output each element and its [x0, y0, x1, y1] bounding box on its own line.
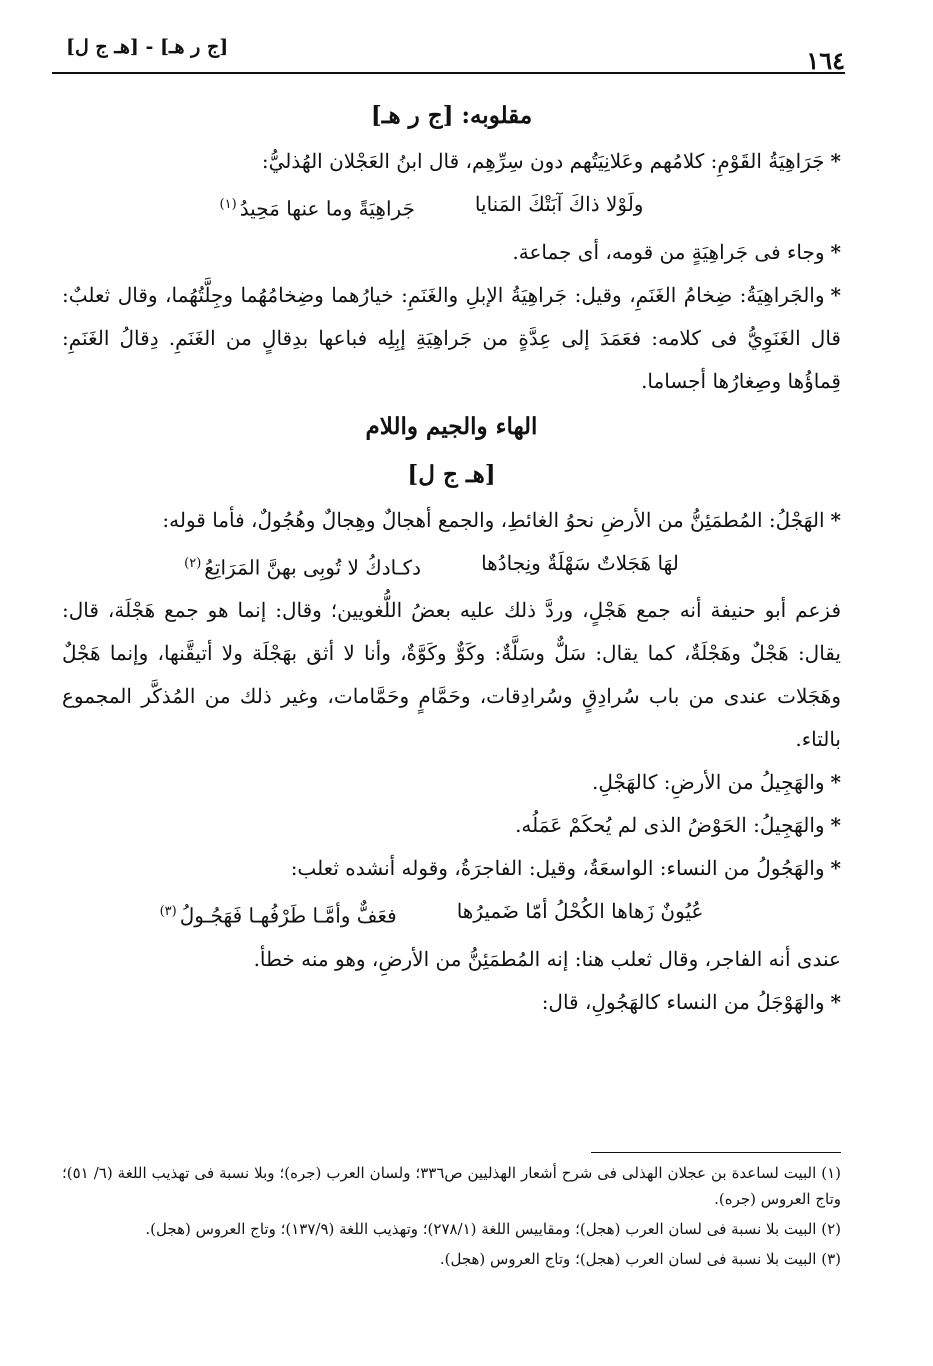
entry-hajl — [62, 499, 841, 542]
verse-second-hemistich — [160, 890, 397, 938]
entry-hajil-land — [62, 761, 841, 804]
body-text — [62, 92, 841, 1024]
chapter-heading: الهاء والجيم واللام — [365, 412, 538, 440]
entry-mark: * — [830, 507, 841, 532]
entry-jarahiya-group — [62, 231, 841, 274]
verse-first-hemistich: لهَا هَجَلاتٌ سَهْلَةٌ ونِجادُها — [481, 550, 679, 575]
entry-mark: * — [830, 856, 841, 881]
verse-1 — [62, 183, 841, 231]
verse-second-hemistich — [220, 183, 415, 231]
verse-hemistich-text: جَراهِيَةً وما عنها مَحِيدُ — [239, 196, 415, 221]
paragraph-abu-hanifa: فزعم أبو حنيفة أنه جمع هَجْلٍ، وردَّ ذلك عليه بعضُ اللُّغويين؛ وقال: إنما هو جمع هَجْلَة، قال: يقال: هَجْلٌ وهَجْلَةٌ، كما يقال: سَلٌّ وسَلَّةٌ: وكَوٌّ وكَوَّةٌ، وأنا لا أثق بهَجْلَة ولا أتيقَّنها، وإنما هَجْلٌ وهَجَلات عندى من باب سُرادِقٍ وسُرادِقات، وحَمَّامٍ وحَمَّامات، وغير ذلك من المُذكَّر المجموع بالتاء. — [62, 598, 841, 752]
entry-jarahiya-flock — [62, 274, 841, 403]
footnote-ref: (٣) — [159, 904, 177, 920]
header-rule — [52, 72, 845, 74]
entry-text: وجاء فى جَراهِيَةٍ من قومه، أى جماعة. — [512, 239, 825, 264]
entry-mark: * — [830, 770, 841, 795]
footnote-rule — [591, 1152, 841, 1153]
entry-hawjal — [62, 981, 841, 1024]
entry-hajil-basin — [62, 804, 841, 847]
entry-jarahiya-speech — [62, 140, 841, 183]
entry-mark: * — [830, 282, 841, 307]
entry-text: الهَجْلُ: المُطمَئِنُّ من الأرضِ نحوُ الغائطِ، والجمع أهجالٌ وهِجالٌ وهُجُولٌ، فأما قوله: — [162, 507, 825, 532]
footnote-1: (١) البيت لساعدة بن عجلان الهذلى فى شرح أشعار الهذليين ص٣٣٦؛ ولسان العرب (جره)؛ وبلا نسبة فى تهذيب اللغة (٦/ ٥١)؛ وتاج العروس (جره). — [62, 1164, 841, 1208]
root-heading: [هـ ج ل] — [407, 460, 496, 488]
footnote-ref: (١) — [219, 197, 237, 212]
footnote-ref: (٢) — [184, 555, 202, 571]
verse-hemistich-text: فعَفٌّ وأمَّـا طَرْفُهـا فَهَجُـولُ — [179, 903, 397, 928]
entry-mark: * — [830, 149, 841, 173]
entry-text: والهَوْجَلُ من النساء كالهَجُولِ، قال: — [541, 989, 825, 1014]
entry-text: والهَجِيلُ من الأرضِ: كالهَجْلِ. — [592, 770, 825, 795]
maqlub-heading: مقلوبه: [ج ر هـ] — [370, 102, 533, 129]
entry-text: والهَجُولُ من النساء: الواسعَةُ، وقيل: الفاجرَةُ، وقوله أنشده ثعلب: — [290, 856, 825, 881]
entry-text: جَرَاهِيَةُ القَوْمِ: كلامُهم وعَلانِيَتُهم دون سِرِّهِم، قال ابنُ العَجْلان الهُذليُّ: — [261, 149, 825, 173]
entry-mark: * — [830, 989, 841, 1014]
verse-first-hemistich: ولَوْلا ذاكَ آبَتْكَ المَنايا — [474, 192, 644, 216]
paragraph-thalab-comment: عندى أنه الفاجر، وقال ثعلب هنا: إنه المُطمَئِنُّ من الأرضِ، وهو منه خطأ. — [253, 946, 841, 971]
footnote-3: (٣) البيت بلا نسبة فى لسان العرب (هجل)؛ وتاج العروس (هجل). — [439, 1250, 841, 1268]
entry-hajul — [62, 847, 841, 890]
footnote-2: (٢) البيت بلا نسبة فى لسان العرب (هجل)؛ ومقاييس اللغة (٢٧٨/١)؛ وتهذيب اللغة (١٣٧/٩)؛ وتاج العروس (هجل). — [145, 1220, 841, 1238]
verse-second-hemistich — [184, 542, 421, 590]
entry-text: والجَراهِيَةُ: ضِخامُ الغَنَمِ، وقيل: جَراهِيَةُ الإبلِ والغَنَمِ: خيارُهما وضِخامُهُما وجِلَّتُهُما، وقال ثعلبٌ: قال الغَنَوِيُّ فى كلامه: فعَمَدَ إلى عِدَّةٍ من جَراهِيَةِ إبِلِه فباعها بدِقالٍ من الغَنَمِ. دِقالُ الغَنَمِ: قِماؤُها وصِغارُها أجساما. — [62, 282, 841, 393]
entry-text: والهَجِيلُ: الحَوْضُ الذى لم يُحكَمْ عَمَلُه. — [515, 813, 825, 838]
verse-hemistich-text: دكـادكُ لا تُوبِى بهنَّ المَرَاتِعُ — [204, 555, 422, 580]
page-header — [52, 30, 845, 80]
verse-first-hemistich: عُيُونٌ زَهاها الكُحْلُ أمّا ضَميرُها — [456, 899, 704, 924]
running-head: [ج ر هـ] - [هـ ج ل] — [66, 36, 229, 58]
entry-mark: * — [830, 239, 841, 264]
footnotes — [62, 1160, 841, 1276]
entry-mark: * — [830, 813, 841, 838]
page-number: ١٦٤ — [806, 46, 845, 75]
verse-3 — [62, 890, 841, 938]
verse-2 — [62, 542, 841, 590]
